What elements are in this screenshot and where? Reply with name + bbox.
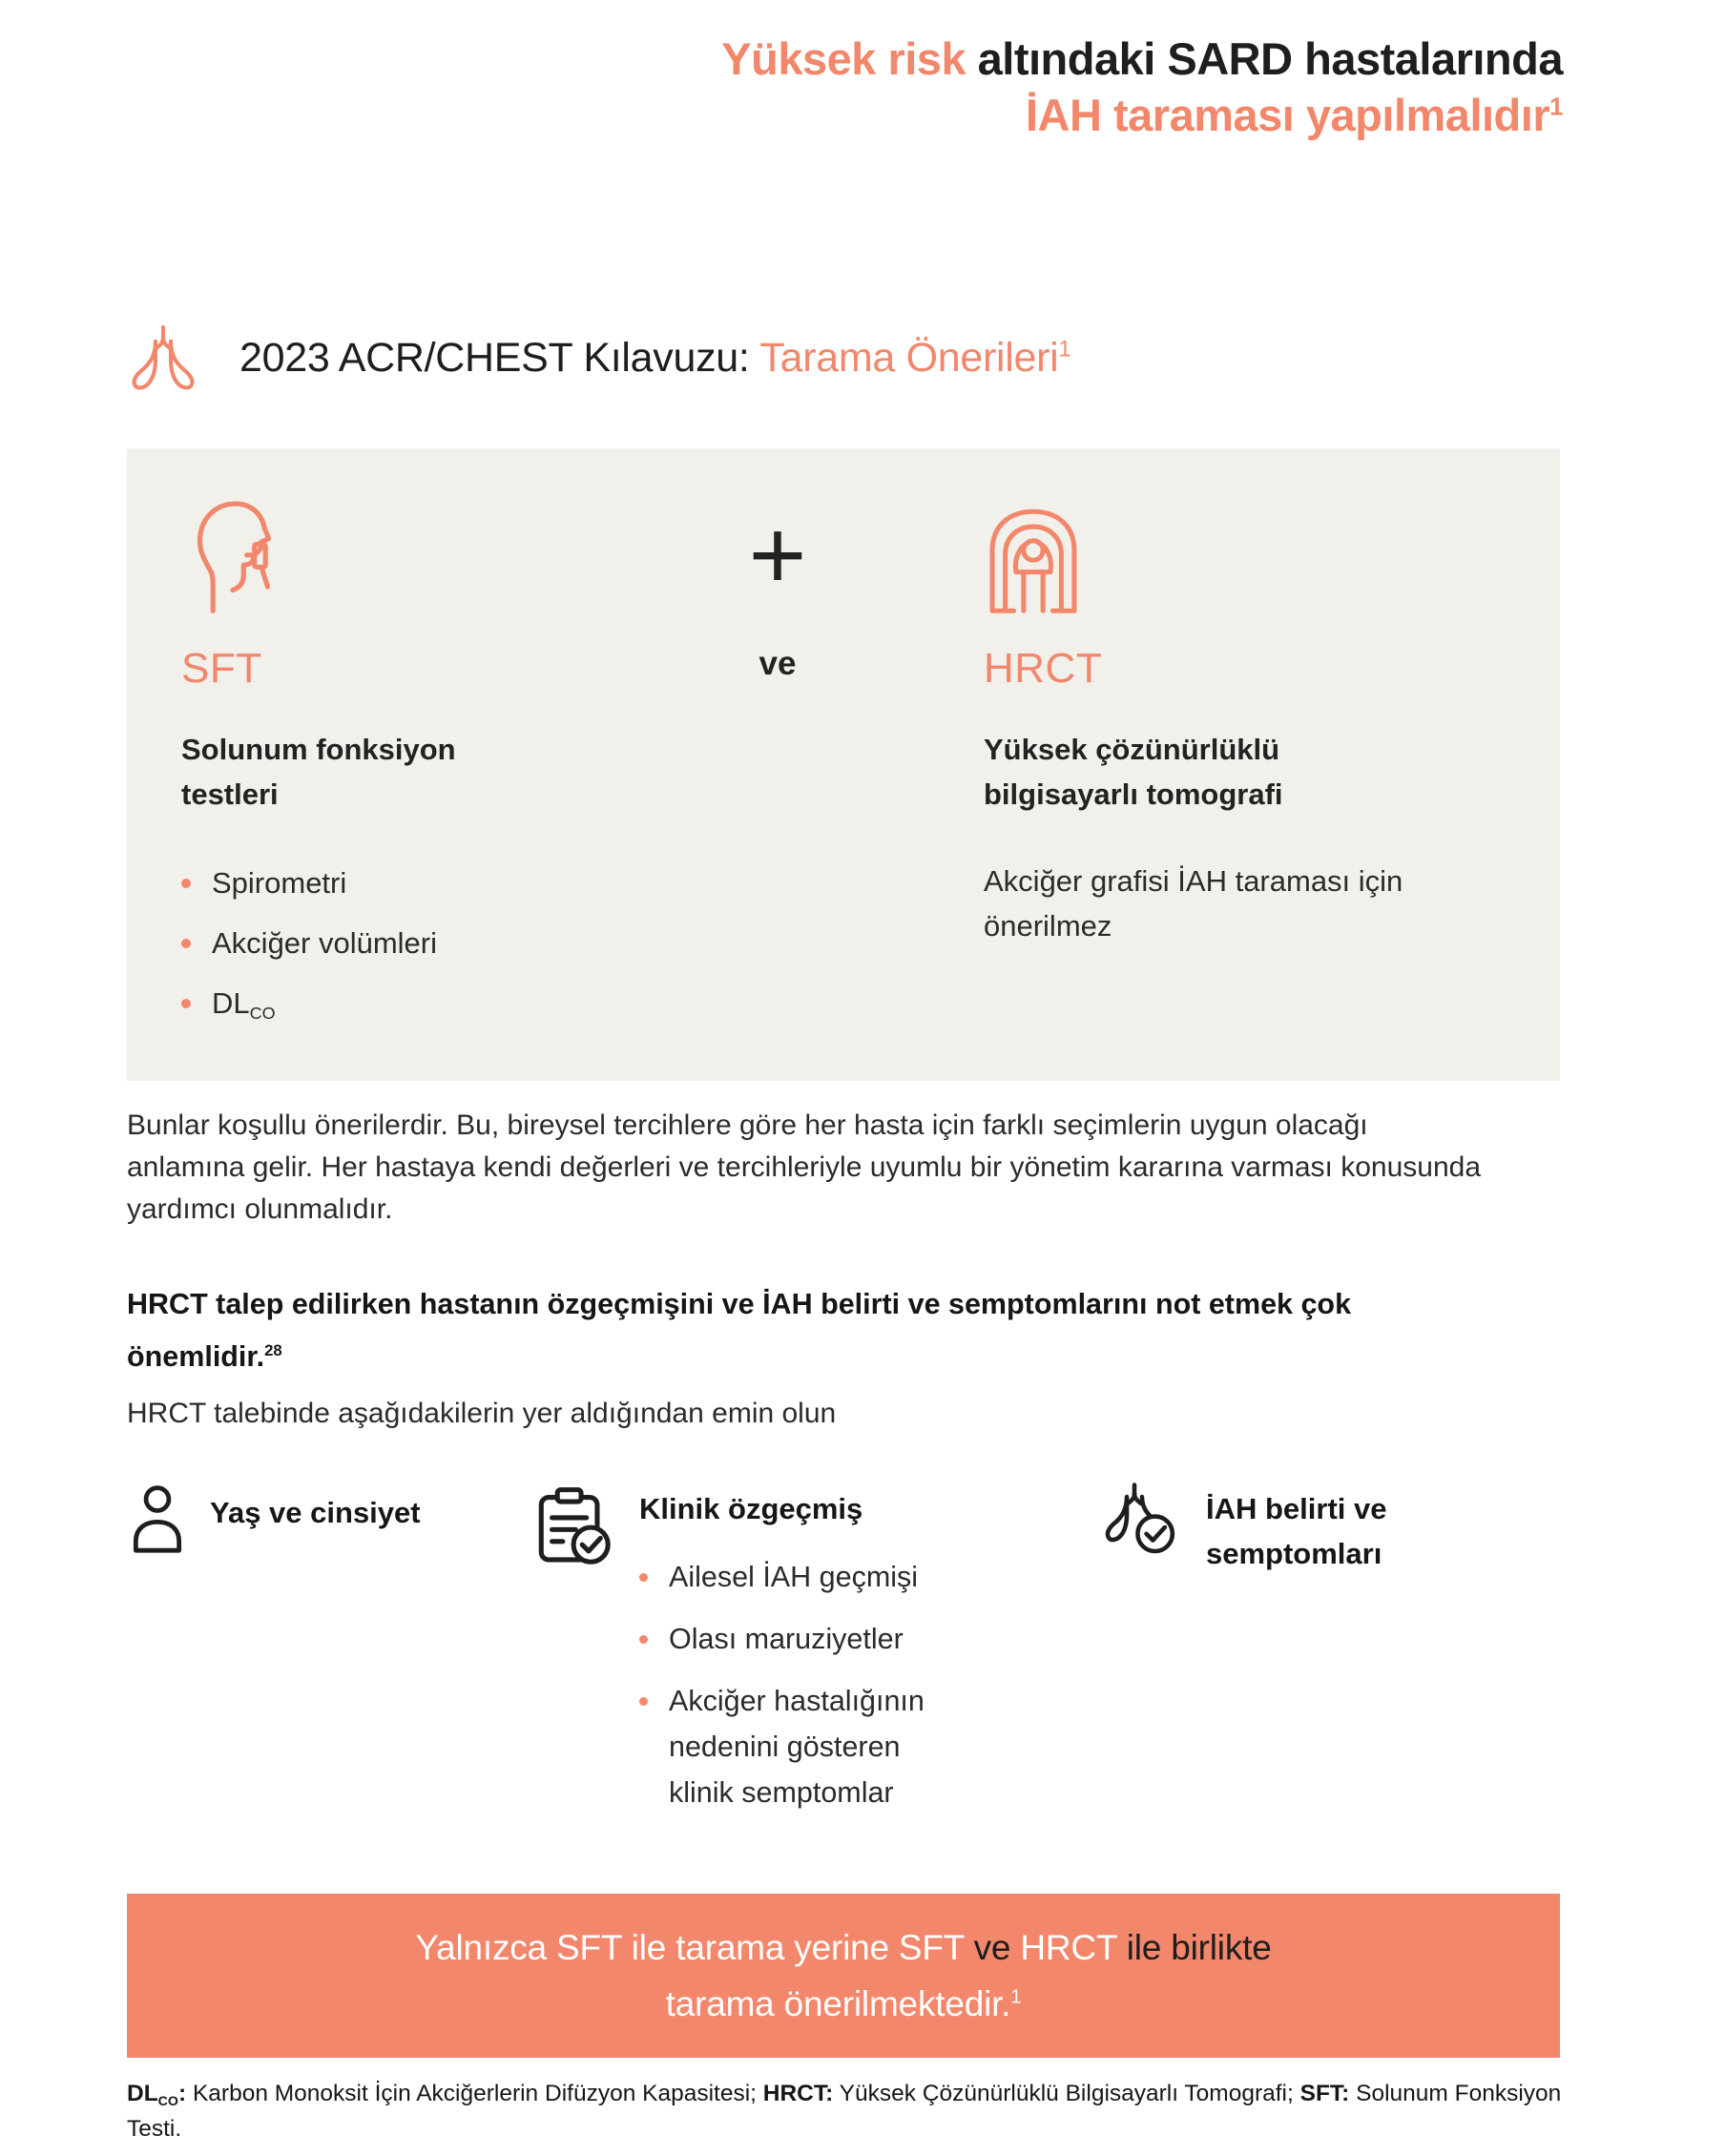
bullet-dot bbox=[639, 1573, 648, 1582]
list-item bbox=[181, 981, 592, 1030]
banner-seg-3: HRCT bbox=[1020, 1928, 1127, 1967]
bullet-dot bbox=[639, 1635, 648, 1644]
banner-seg-4: ile birlikte bbox=[1126, 1928, 1272, 1967]
abbreviation-footnote bbox=[127, 2078, 1596, 2145]
note-reference-sup: 28 bbox=[264, 1340, 282, 1359]
clinical-history-content bbox=[639, 1484, 968, 1832]
person-icon bbox=[128, 1484, 187, 1555]
bullet-dot bbox=[639, 1697, 648, 1706]
sft-bullet-3 bbox=[212, 981, 276, 1030]
footnote-dlco-sub: CO bbox=[157, 2093, 178, 2109]
checklist-clinical-history bbox=[530, 1484, 968, 1832]
title-rest: altındaki SARD hastalarında bbox=[966, 33, 1563, 84]
footnote-dlco: DL bbox=[127, 2081, 158, 2106]
bullet-dot bbox=[181, 999, 191, 1008]
lungs-check-icon bbox=[1088, 1481, 1181, 1576]
sft-bullet-1: Spirometri bbox=[212, 866, 347, 900]
clinical-bullet-1: Ailesel İAH geçmişi bbox=[669, 1561, 919, 1593]
footnote-def-3: Solunum Fonksiyon Testi. bbox=[127, 2081, 1562, 2142]
clipboard-check-icon bbox=[530, 1484, 614, 1832]
list-item bbox=[181, 860, 592, 905]
checklist-ild-symptoms bbox=[1088, 1481, 1454, 1576]
banner-seg-2: ve bbox=[973, 1928, 1021, 1967]
checklist-age-sex bbox=[128, 1484, 421, 1555]
title-line-2-text: İAH taraması yapılmalıdır bbox=[1026, 90, 1550, 140]
banner-line-2 bbox=[666, 1976, 1022, 2032]
guideline-heading-highlight: Tarama Önerileri bbox=[759, 334, 1059, 381]
title-line-2 bbox=[721, 87, 1563, 143]
hrct-body: Akciğer grafisi İAH taraması için önerilmez bbox=[984, 864, 1403, 943]
clinical-bullet-3: Akciğer hastalığının nedenini gösteren klinik semptomlar bbox=[669, 1685, 925, 1809]
recommendation-banner bbox=[127, 1894, 1560, 2058]
title-highlight: Yüksek risk bbox=[721, 33, 966, 84]
hrct-acronym: HRCT bbox=[984, 645, 1103, 692]
ensure-paragraph: HRCT talebinde aşağıdakilerin yer aldığından emin olun bbox=[127, 1398, 837, 1429]
list-item bbox=[639, 1554, 968, 1600]
banner-reference-sup: 1 bbox=[1010, 1986, 1022, 2008]
clinical-bullet-2: Olası maruziyetler bbox=[669, 1623, 904, 1655]
clinical-history-bullets bbox=[639, 1554, 968, 1815]
list-item bbox=[181, 921, 592, 965]
footnote-sft: SFT: bbox=[1299, 2081, 1350, 2106]
banner-line-2-text: tarama önerilmektedir. bbox=[665, 1984, 1011, 2023]
hrct-column bbox=[984, 490, 1537, 948]
guideline-heading-sup: 1 bbox=[1058, 337, 1071, 363]
sft-acronym: SFT bbox=[181, 645, 262, 692]
sft-bullet-2: Akciğer volümleri bbox=[212, 926, 438, 960]
ild-symptoms-label: İAH belirti ve semptomları bbox=[1206, 1492, 1387, 1570]
footnote-hrct: HRCT: bbox=[762, 2081, 834, 2106]
spirometry-head-icon bbox=[181, 490, 592, 616]
guideline-heading bbox=[125, 322, 1070, 393]
hrct-title: Yüksek çözünürlüklü bilgisayarlı tomografi bbox=[984, 733, 1283, 811]
and-label: ve bbox=[759, 645, 797, 682]
dlco-subscript: CO bbox=[249, 1004, 276, 1024]
bullet-dot bbox=[181, 939, 191, 948]
note-paragraph bbox=[127, 1278, 1482, 1383]
banner-seg-1: Yalnızca SFT ile tarama yerine SFT bbox=[415, 1928, 974, 1967]
footnote-dlco-colon: : bbox=[177, 2081, 187, 2106]
bullet-dot bbox=[181, 879, 191, 888]
plus-sign: + bbox=[748, 500, 807, 611]
banner-line-1 bbox=[415, 1919, 1271, 1976]
recommendation-panel bbox=[127, 448, 1560, 1081]
age-sex-label: Yaş ve cinsiyet bbox=[210, 1496, 421, 1529]
sft-bullet-list bbox=[181, 860, 592, 1030]
note-text: HRCT talep edilirken hastanın özgeçmişini ve İAH belirti ve semptomlarını not etmek çok önemlidir. bbox=[127, 1288, 1352, 1373]
footnote-def-2: Yüksek Çözünürlüklü Bilgisayarlı Tomografi; bbox=[833, 2081, 1300, 2106]
panel-connector bbox=[711, 448, 844, 683]
page-title bbox=[721, 31, 1563, 143]
title-reference-sup: 1 bbox=[1549, 93, 1563, 121]
sft-column bbox=[181, 490, 592, 1046]
lungs-icon bbox=[125, 322, 201, 393]
guideline-heading-prefix: 2023 ACR/CHEST Kılavuzu: bbox=[239, 334, 760, 381]
conditional-paragraph: Bunlar koşullu önerilerdir. Bu, bireysel tercihlere göre her hasta için farklı seçimlerin uygun olacağı anlamına gelir. Her hastaya kendi değerleri ve tercihleriyle uyumlu bir yönetim kararına varması konusunda yardımcı olunmalıdır. bbox=[127, 1109, 1482, 1225]
ct-scanner-icon bbox=[984, 490, 1537, 616]
sft-title: Solunum fonksiyon testleri bbox=[181, 733, 456, 811]
footnote-def-1: Karbon Monoksit İçin Akciğerlerin Difüzyon Kapasitesi; bbox=[186, 2081, 763, 2106]
list-item bbox=[639, 1616, 968, 1662]
clinical-history-label: Klinik özgeçmiş bbox=[639, 1492, 863, 1525]
guideline-heading-text bbox=[239, 335, 1070, 382]
list-item bbox=[639, 1678, 968, 1815]
dlco-main: DL bbox=[212, 986, 250, 1020]
title-line-1 bbox=[721, 31, 1563, 87]
